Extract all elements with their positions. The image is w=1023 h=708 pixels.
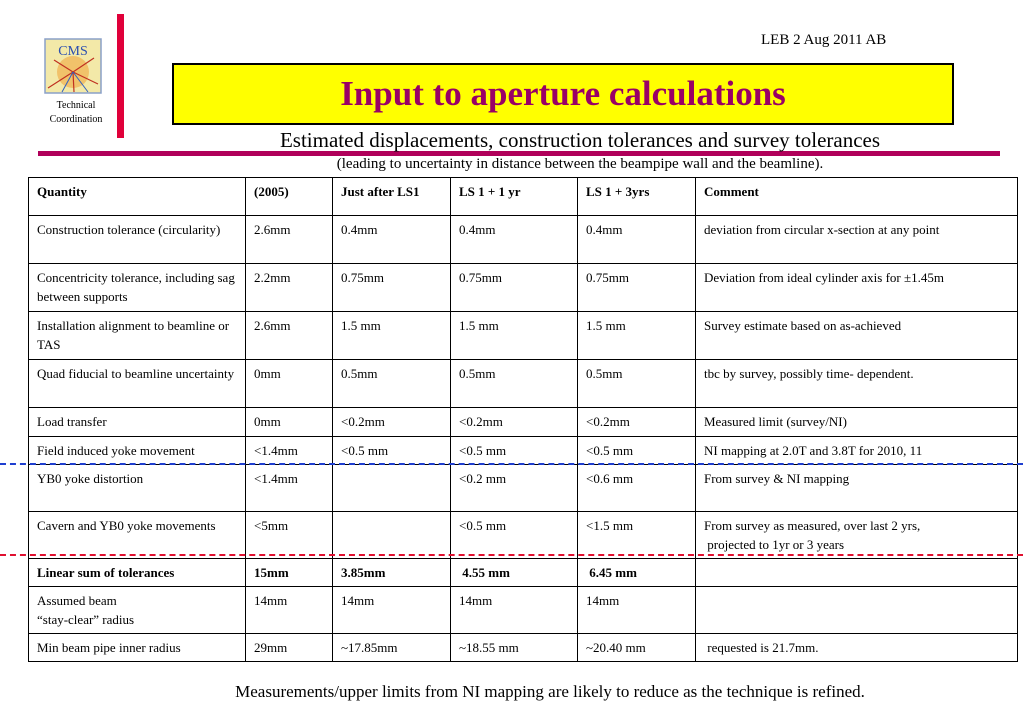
blue-dashed-line xyxy=(0,463,1023,465)
cell-comment: From survey & NI mapping xyxy=(696,465,1018,512)
cell-ls1-3yrs: <1.5 mm xyxy=(578,512,696,559)
cell-quantity: Installation alignment to beamline or TAS xyxy=(29,312,246,360)
cell-ls1-1yr: ~18.55 mm xyxy=(451,634,578,662)
cell-ls1-3yrs: <0.2mm xyxy=(578,408,696,437)
cell-ls1-1yr: 14mm xyxy=(451,587,578,634)
header-after-ls1: Just after LS1 xyxy=(333,178,451,216)
cell-2005: 2.6mm xyxy=(246,312,333,360)
cell-ls1-3yrs: 0.4mm xyxy=(578,216,696,264)
cell-quantity: Construction tolerance (circularity) xyxy=(29,216,246,264)
cell-ls1-3yrs: 0.75mm xyxy=(578,264,696,312)
cell-ls1-1yr: 0.75mm xyxy=(451,264,578,312)
cell-ls1-3yrs: 0.5mm xyxy=(578,360,696,408)
cell-comment: deviation from circular x-section at any point xyxy=(696,216,1018,264)
table-row xyxy=(29,360,1018,408)
cell-2005: <1.4mm xyxy=(246,437,333,465)
header-2005: (2005) xyxy=(246,178,333,216)
cell-ls1-1yr: 1.5 mm xyxy=(451,312,578,360)
comment-line1: From survey as measured, over last 2 yrs, xyxy=(704,518,921,533)
cell-comment: Deviation from ideal cylinder axis for ±1.45m xyxy=(696,264,1018,312)
cell-ls1-1yr: <0.5 mm xyxy=(451,437,578,465)
cell-comment xyxy=(696,587,1018,634)
quantity-line2: “stay-clear” radius xyxy=(37,612,135,627)
page-subtitle: Estimated displacements, construction tolerances and survey tolerances xyxy=(279,128,881,152)
cell-ls1-1yr: <0.2 mm xyxy=(451,465,578,512)
table-row xyxy=(29,465,1018,512)
cell-after-ls1: <0.2mm xyxy=(333,408,451,437)
header-quantity: Quantity xyxy=(29,178,246,216)
table-row xyxy=(29,512,1018,559)
cell-ls1-3yrs: ~20.40 mm xyxy=(578,634,696,662)
cell-after-ls1: 3.85mm xyxy=(333,559,451,587)
cell-2005: 0mm xyxy=(246,360,333,408)
table-row xyxy=(29,312,1018,360)
header-ls1-3yrs: LS 1 + 3yrs xyxy=(578,178,696,216)
cell-quantity: Quad fiducial to beamline uncertainty xyxy=(29,360,246,408)
cell-after-ls1: ~17.85mm xyxy=(333,634,451,662)
comment-line2: projected to 1yr or 3 years xyxy=(704,537,845,552)
cell-comment: requested is 21.7mm. xyxy=(696,634,1018,662)
cell-after-ls1: 0.4mm xyxy=(333,216,451,264)
footnote: Measurements/upper limits from NI mapping are likely to reduce as the technique is refined. xyxy=(235,682,865,701)
table-header-row xyxy=(29,178,1018,216)
cell-ls1-3yrs: 6.45 mm xyxy=(578,559,696,587)
quantity-line1: Assumed beam xyxy=(37,593,117,608)
tolerance-table xyxy=(28,177,1018,662)
cell-quantity: Min beam pipe inner radius xyxy=(29,634,246,662)
cell-quantity: Concentricity tolerance, including sag between supports xyxy=(29,264,246,312)
cell-ls1-3yrs: 14mm xyxy=(578,587,696,634)
cell-after-ls1 xyxy=(333,465,451,512)
cell-comment xyxy=(696,559,1018,587)
cell-quantity: YB0 yoke distortion xyxy=(29,465,246,512)
cell-comment: Measured limit (survey/NI) xyxy=(696,408,1018,437)
table-row xyxy=(29,408,1018,437)
header-comment: Comment xyxy=(696,178,1018,216)
cell-2005: 14mm xyxy=(246,587,333,634)
table-row xyxy=(29,216,1018,264)
cell-ls1-1yr: 0.5mm xyxy=(451,360,578,408)
cell-after-ls1 xyxy=(333,512,451,559)
logo-caption-line2: Coordination xyxy=(49,114,103,125)
date-label: LEB 2 Aug 2011 AB xyxy=(761,32,887,48)
logo-caption-line1: Technical xyxy=(56,100,96,111)
cell-after-ls1: 14mm xyxy=(333,587,451,634)
table-row xyxy=(29,634,1018,662)
cell-ls1-3yrs: <0.5 mm xyxy=(578,437,696,465)
cell-2005: 2.6mm xyxy=(246,216,333,264)
cell-ls1-1yr: 4.55 mm xyxy=(451,559,578,587)
title-box xyxy=(172,63,954,125)
cell-2005: 15mm xyxy=(246,559,333,587)
cms-logo-icon xyxy=(44,38,102,94)
table-row xyxy=(29,264,1018,312)
cell-comment: Survey estimate based on as-achieved xyxy=(696,312,1018,360)
cell-2005: <1.4mm xyxy=(246,465,333,512)
page-subnote: (leading to uncertainty in distance between the beampipe wall and the beamline). xyxy=(336,156,824,172)
cell-after-ls1: 0.5mm xyxy=(333,360,451,408)
cell-quantity: Load transfer xyxy=(29,408,246,437)
cell-2005: 2.2mm xyxy=(246,264,333,312)
cell-quantity: Linear sum of tolerances xyxy=(29,559,246,587)
table-row-total xyxy=(29,559,1018,587)
cell-after-ls1: 0.75mm xyxy=(333,264,451,312)
cell-2005: 0mm xyxy=(246,408,333,437)
cell-ls1-1yr: <0.2mm xyxy=(451,408,578,437)
cell-quantity: Cavern and YB0 yoke movements xyxy=(29,512,246,559)
cell-quantity: Field induced yoke movement xyxy=(29,437,246,465)
cell-ls1-1yr: <0.5 mm xyxy=(451,512,578,559)
cell-2005: 29mm xyxy=(246,634,333,662)
table-row xyxy=(29,437,1018,465)
logo-text: CMS xyxy=(58,44,88,59)
table-row xyxy=(29,587,1018,634)
page-title: Input to aperture calculations xyxy=(340,74,786,113)
logo-caption xyxy=(30,99,122,127)
cell-ls1-3yrs: <0.6 mm xyxy=(578,465,696,512)
cell-ls1-3yrs: 1.5 mm xyxy=(578,312,696,360)
cell-2005: <5mm xyxy=(246,512,333,559)
cell-quantity xyxy=(29,587,246,634)
cell-comment: NI mapping at 2.0T and 3.8T for 2010, 11 xyxy=(696,437,1018,465)
cell-after-ls1: <0.5 mm xyxy=(333,437,451,465)
cell-comment xyxy=(696,512,1018,559)
header-ls1-1yr: LS 1 + 1 yr xyxy=(451,178,578,216)
cell-after-ls1: 1.5 mm xyxy=(333,312,451,360)
cell-comment: tbc by survey, possibly time- dependent. xyxy=(696,360,1018,408)
cell-ls1-1yr: 0.4mm xyxy=(451,216,578,264)
red-dashed-line xyxy=(0,554,1023,556)
